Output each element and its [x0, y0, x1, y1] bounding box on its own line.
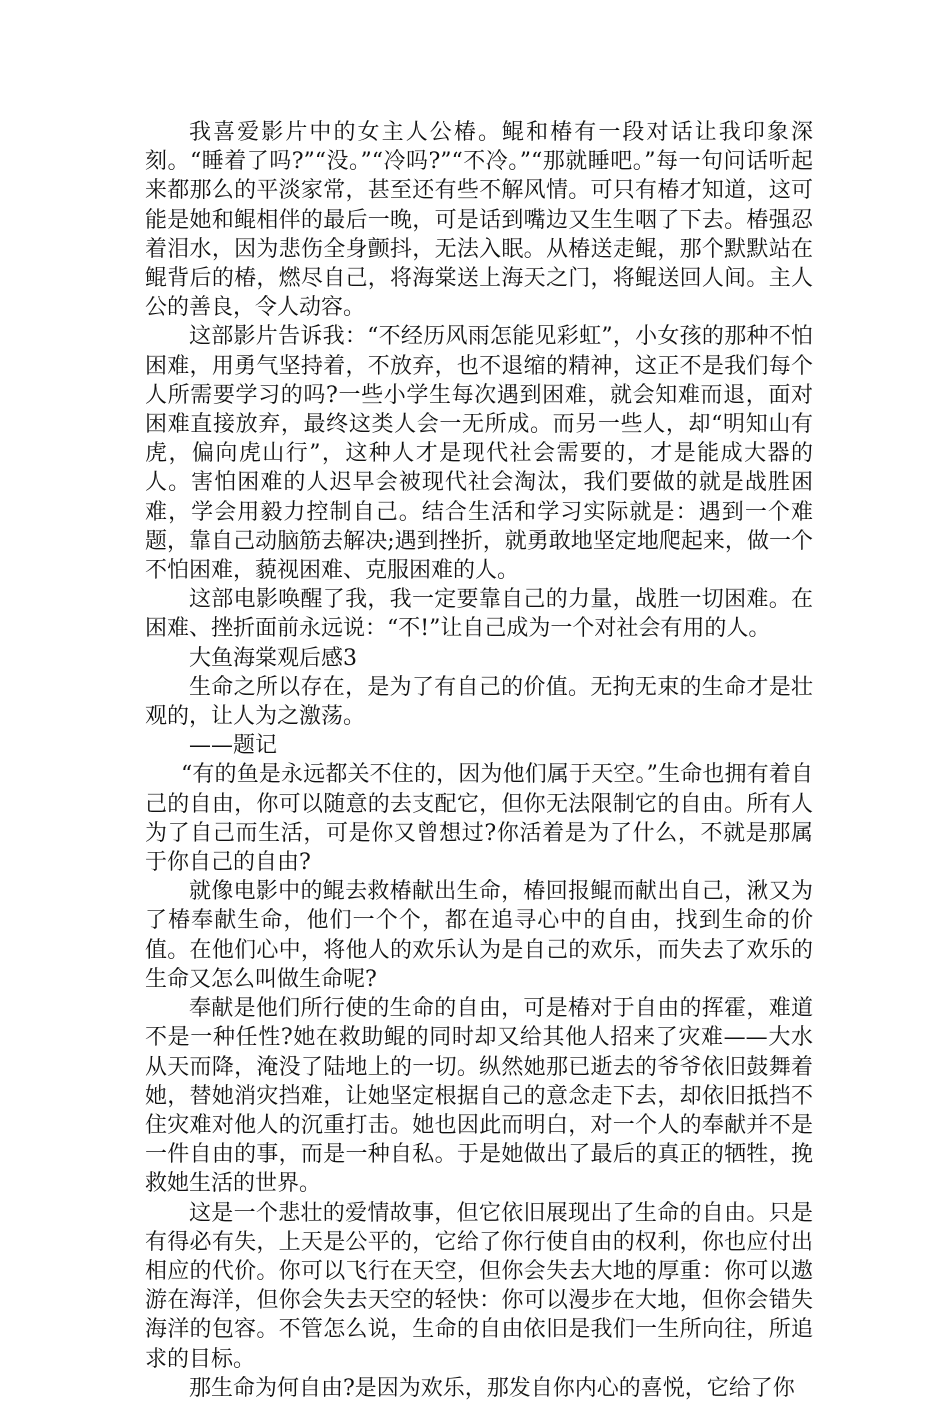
- paragraph-3: 这部电影唤醒了我，我一定要靠自己的力量，战胜一切困难。在困难、挫折面前永远说：“不!”让自己成为一个对社会有用的人。: [145, 587, 813, 642]
- epigraph: 生命之所以存在，是为了有自己的价值。无拘无束的生命才是壮观的，让人为之激荡。: [145, 674, 813, 730]
- document-page: [145, 118, 813, 1403]
- paragraph-5: 就像电影中的鲲去救椿献出生命，椿回报鲲而献出自己，湫又为了椿奉献生命，他们一个个，都在追寻心中的自由，找到生命的价值。在他们心中，将他人的欢乐认为是自己的欢乐，而失去了欢乐的生命又怎么叫做生命呢?: [145, 879, 813, 992]
- paragraph-6: 奉献是他们所行使的生命的自由，可是椿对于自由的挥霍，难道不是一种任性?她在救助鲲的同时却又给其他人招来了灾难——大水从天而降，淹没了陆地上的一切。纵然她那已逝去的爷爷依旧鼓舞着她，替她消灾挡难，让她坚定根据自己的意念走下去，却依旧抵挡不住灾难对他人的沉重打击。她也因此而明白，对一个人的奉献并不是一件自由的事，而是一种自私。于是她做出了最后的真正的牺牲，挽救她生活的世界。: [145, 996, 813, 1197]
- epigraph-attribution: ——题记: [189, 733, 278, 759]
- paragraph-4: “有的鱼是永远都关不住的，因为他们属于天空。”生命也拥有着自己的自由，你可以随意的去支配它，但你无法限制它的自由。所有人为了自己而生活，可是你又曾想过?你活着是为了什么，不就是那属于你自己的自由?: [145, 762, 813, 876]
- paragraph-1: 我喜爱影片中的女主人公椿。鲲和椿有一段对话让我印象深刻。“睡着了吗?”“没。”“冷吗?”“不冷。”“那就睡吧。”每一句问话听起来都那么的平淡家常，甚至还有些不解风情。可只有椿才知道，这可能是她和鲲相伴的最后一晚，可是话到嘴边又生生咽了下去。椿强忍着泪水，因为悲伤全身颤抖，无法入眠。从椿送走鲲，那个默默站在鲲背后的椿，燃尽自己，将海棠送上海天之门，将鲲送回人间。主人公的善良，令人动容。: [145, 120, 813, 321]
- paragraph-2: 这部影片告诉我：“不经历风雨怎能见彩虹”，小女孩的那种不怕困难，用勇气坚持着，不放弃，也不退缩的精神，这正不是我们每个人所需要学习的吗?一些小学生每次遇到困难，就会知难而退，面对困难直接放弃，最终这类人会一无所成。而另一些人，却“明知山有虎，偏向虎山行”，这种人才是现代社会需要的，才是能成大器的人。害怕困难的人迟早会被现代社会淘汰，我们要做的就是战胜困难，学会用毅力控制自己。结合生活和学习实际就是：遇到一个难题，靠自己动脑筋去解决;遇到挫折，就勇敢地坚定地爬起来，做一个不怕困难，藐视困难、克服困难的人。: [145, 324, 813, 584]
- paragraph-7: 这是一个悲壮的爱情故事，但它依旧展现出了生命的自由。只是有得必有失，上天是公平的，它给了你行使自由的权利，你也应付出相应的代价。你可以飞行在天空，但你会失去大地的厚重：你可以遨游在海洋，但你会失去天空的轻快：你可以漫步在大地，但你会错失海洋的包容。不管怎么说，生命的自由依旧是我们一生所向往，所追求的目标。: [145, 1200, 813, 1372]
- paragraph-8: 那生命为何自由?是因为欢乐，那发自你内心的喜悦，它给了你: [189, 1375, 795, 1401]
- section-heading: 大鱼海棠观后感3: [189, 645, 357, 671]
